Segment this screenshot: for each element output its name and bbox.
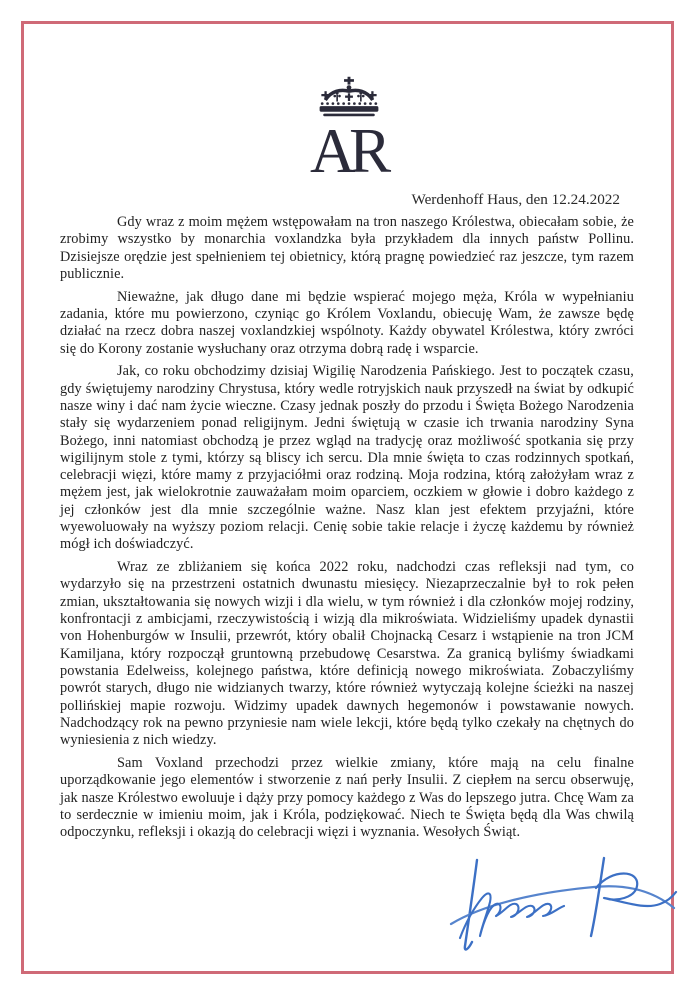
letter-paragraph: Sam Voxland przechodzi przez wielkie zmiany, które mają na celu finalne uporządkowanie jego elementów i stworzenie z nań perły Insulii. Z ciepłem na sercu obserwuję, jak nasze Królestwo ewoluuje i dąży przy pomocy każdego z Was do lepszego jutra. Chcę Wam za to serdecznie w imieniu moim, jak i Króla, podziękować. Niech te Święta będą dla Was chwilą odpoczynku, refleksji i okazją do celebracji więzi i wyznania. Wesołych Świąt. [60,754,634,841]
handwritten-signature [446,846,678,960]
monogram-initials: AR [309,116,385,186]
dateline: Werdenhoff Haus, den 12.24.2022 [411,191,620,208]
letter-paragraph: Wraz ze zbliżaniem się końca 2022 roku, nadchodzi czas refleksji nad tym, co wydarzyło się na przestrzeni ostatnich dwunastu miesięcy. Niezaprzeczalnie był to rok pełen zmian, ukształtowania się nowych wizji i dla wielu, w tym również i dla członków mojej rodziny, konfrontacji z ambicjami, rzeczywistością i wizją dla mikroświata. Widzieliśmy upadek dynastii von Hohenburgów w Insulii, przewrót, który obalił Chojnacką Cesarz i wstąpienie na tron JCM Kamiljana, który rozpoczął gruntowną przebudowę Cesarstwa. Za granicą byliśmy świadkami powstania Edelweiss, kolejnego państwa, które definicją nowego mikroświata. Zobaczyliśmy powrót starych, długo nie widzianych twarzy, które również wytyczają kolejne ścieżki na naszej pollińskiej mapie rozwoju. Widzimy upadek dawnych hegemonów i powstawanie nowych. Nadchodzący rok na pewno przyniesie nam wiele lekcji, które będą tylko czekały na chętnych do wyniesienia z nich wiedzy. [60,559,634,749]
letter-content [22,22,676,975]
letter-paragraph: Gdy wraz z moim mężem wstępowałam na tron naszego Królestwa, obiecałam sobie, że zrobimy wszystko by monarchia voxlandzka była przykładem dla innych państw Pollinu. Dzisiejsze orędzie jest spełnieniem tej obietnicy, którą pragnę powiedzieć raz jeszcze, tym razem publicznie. [60,214,634,282]
royal-monogram [22,76,676,186]
letter-paragraph: Nieważne, jak długo dane mi będzie wspierać mojego męża, Króla w wypełnianiu zadania, które mu powierzono, czyniąc go Królem Voxlandu, obiecuję Wam, że zawsze będę działać na rzecz dobra naszej voxlandzkiej wspólnoty. Każdy obywatel Królestwa, który zwróci się do Korony zostanie wysłuchany oraz otrzyma dobrą radę i wsparcie. [60,288,634,357]
letter-paragraph: Jak, co roku obchodzimy dzisiaj Wigilię Narodzenia Pańskiego. Jest to początek czasu, gdy świętujemy narodziny Chrystusa, który wedle rotryjskich nauk przyszedł na świat by odkupić nasze winy i dać nam życie wieczne. Czasy jednak poszły do przodu i Święta Bożego Narodzenia stały się wydarzeniem ponad religijnym. Jedni świętują w czasie ich trwania narodziny Syna Bożego, inni natomiast obchodzą je przez wgląd na tradycję oraz możliwość spotkania się przy wigilijnym stole z tymi, którzy są bliscy ich sercu. Dla mnie święta to czas rodzinnych spotkań, celebracji więzi, które mamy z przyjaciółmi oraz rodziną. Moja rodzina, którą założyłam wraz z mężem jest, jak wielokrotnie zauważałam moim oparciem, oczkiem w głowie i dobro każdego z jej członków jest dla mnie szczególnie ważne. Nasz klan jest efektem przyjaźni, które wyewoluowały na wyższy poziom relacji. Cenię sobie takie relacje i życzę każdemu by również mógł ich doświadczyć. [60,363,634,553]
letter-body [60,214,634,841]
